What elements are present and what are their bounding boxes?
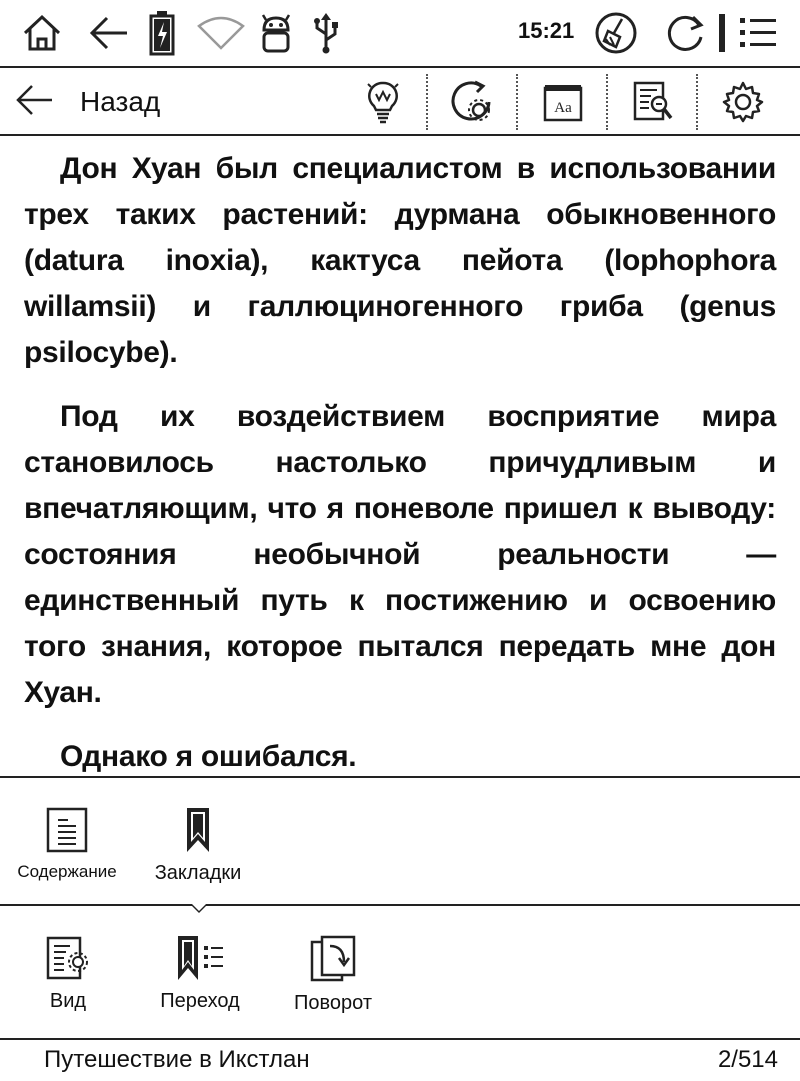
home-icon[interactable] — [18, 10, 66, 56]
sync-icon[interactable] — [660, 10, 710, 56]
settings-icon[interactable] — [716, 76, 770, 128]
bookmark-icon — [183, 806, 213, 854]
refresh-settings-icon[interactable] — [446, 76, 500, 128]
back-icon[interactable] — [84, 10, 132, 56]
rotate-label: Поворот — [294, 992, 372, 1014]
goto-label: Переход — [160, 990, 240, 1012]
book-page-text[interactable] — [24, 146, 776, 798]
toolbar-divider — [606, 74, 608, 130]
toolbar-divider — [516, 74, 518, 130]
rotate-icon — [308, 934, 358, 984]
menu-icon[interactable] — [736, 10, 780, 56]
paragraph: Дон Хуан был специалистом в использовании трех таких растений: дурмана обыкновенного (datura inoxia), кактуса пейота (lophophora willamsii) и галлюциногенного гриба (genus psilocybe). — [24, 152, 776, 369]
battery-charging-icon — [144, 10, 180, 56]
android-debug-icon — [256, 10, 296, 56]
toolbar-divider — [426, 74, 428, 130]
paragraph: Однако я ошибался. — [60, 740, 357, 773]
back-button[interactable]: Назад — [80, 86, 161, 117]
goto-button[interactable] — [150, 934, 250, 1013]
search-document-icon[interactable] — [626, 76, 680, 128]
status-bar — [0, 0, 800, 66]
wifi-off-icon — [196, 10, 246, 56]
svg-text:Aa: Aa — [554, 100, 572, 116]
bookmarks-button[interactable] — [148, 806, 248, 885]
usb-icon — [308, 10, 344, 56]
view-button[interactable] — [30, 934, 106, 1013]
light-bulb-icon[interactable] — [356, 76, 410, 128]
clean-icon[interactable] — [592, 10, 640, 56]
reader-toolbar — [0, 66, 800, 136]
toolbar-divider — [696, 74, 698, 130]
book-title: Путешествие в Икстлан — [44, 1046, 310, 1073]
page-indicator[interactable]: 2/514 — [717, 1046, 778, 1073]
contents-label: Содержание — [17, 862, 117, 881]
font-icon[interactable] — [536, 76, 590, 128]
clock-time: 15:21 — [518, 18, 575, 43]
reader-menu-secondary — [0, 904, 800, 1038]
back-arrow-icon[interactable] — [14, 82, 54, 123]
contents-icon — [45, 806, 89, 854]
rotate-button[interactable] — [288, 934, 378, 1015]
goto-icon — [174, 934, 226, 982]
view-settings-icon — [44, 934, 92, 982]
text-cursor-icon — [714, 10, 730, 56]
reader-menu-primary — [0, 776, 800, 904]
paragraph: Под их воздействием восприятие мира становилось настолько причудливым и впечатляющим, что я поневоле пришел к выводу: состояния необычной реальности — единственный путь к постижению и освоению того знания, которое пытался передать мне дон Хуан. — [24, 400, 776, 709]
reader-footer — [0, 1038, 800, 1081]
view-label: Вид — [49, 990, 87, 1012]
bookmarks-label: Закладки — [154, 862, 242, 884]
contents-button[interactable] — [14, 806, 120, 882]
